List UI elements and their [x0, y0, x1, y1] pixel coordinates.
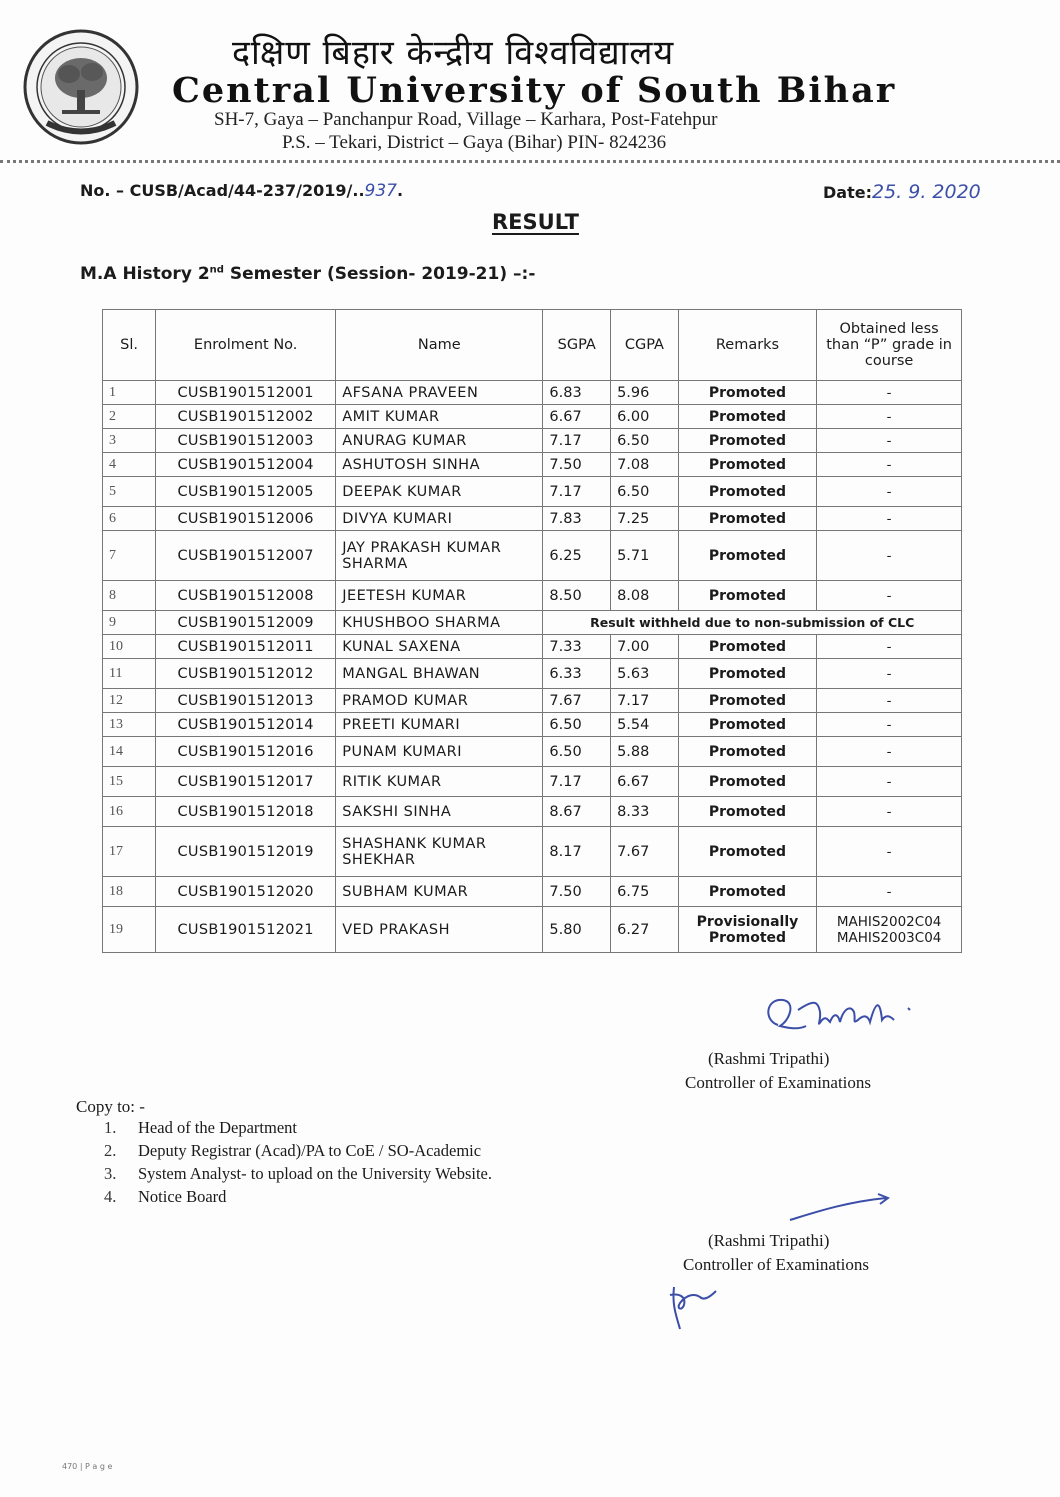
table-row [103, 737, 962, 767]
initials-handwritten [666, 1275, 736, 1335]
cell-remarks: Promoted [678, 797, 816, 827]
result-subtitle [80, 264, 535, 284]
reference-number [80, 181, 403, 201]
cell-cgpa: 6.50 [611, 429, 679, 453]
table-header-row [103, 310, 962, 381]
cell-sgpa: 6.67 [543, 405, 611, 429]
copy-to-text: Deputy Registrar (Acad)/PA to CoE / SO-Academic [138, 1141, 482, 1160]
cell-sl: 8 [103, 581, 156, 611]
cell-grade: - [817, 877, 962, 907]
cell-name: AMIT KUMAR [336, 405, 543, 429]
subtitle-prefix: M.A History 2 [80, 264, 210, 284]
cell-remarks: Promoted [678, 581, 816, 611]
cell-cgpa: 6.50 [611, 477, 679, 507]
cell-sl: 15 [103, 767, 156, 797]
cell-grade: - [817, 581, 962, 611]
reference-handwritten: 937 [364, 181, 397, 201]
cell-remarks: Promoted [678, 737, 816, 767]
cell-sl: 6 [103, 507, 156, 531]
university-seal-icon [22, 28, 140, 146]
cell-enrolment: CUSB1901512018 [156, 797, 336, 827]
cell-sl: 2 [103, 405, 156, 429]
cell-sl: 19 [103, 907, 156, 953]
cell-name: KHUSHBOO SHARMA [336, 611, 543, 635]
table-row [103, 381, 962, 405]
cell-remarks: Promoted [678, 405, 816, 429]
cell-grade: MAHIS2002C04 MAHIS2003C04 [817, 907, 962, 953]
cell-name: PRAMOD KUMAR [336, 689, 543, 713]
reference-label: No. – CUSB/Acad/44-237/2019/.. [80, 181, 365, 200]
cell-cgpa: 5.63 [611, 659, 679, 689]
cell-sl: 18 [103, 877, 156, 907]
copy-to-index: 1. [104, 1118, 117, 1137]
cell-cgpa: 7.17 [611, 689, 679, 713]
cell-grade: - [817, 405, 962, 429]
signatory-name-2: (Rashmi Tripathi) [708, 1231, 830, 1250]
cell-sgpa: 6.25 [543, 531, 611, 581]
header-sl: Sl. [103, 310, 156, 381]
cell-remarks: Promoted [678, 507, 816, 531]
table-row [103, 797, 962, 827]
cell-cgpa: 6.75 [611, 877, 679, 907]
cell-name: AFSANA PRAVEEN [336, 381, 543, 405]
table-row [103, 429, 962, 453]
cell-sgpa: 7.83 [543, 507, 611, 531]
cell-enrolment: CUSB1901512007 [156, 531, 336, 581]
cell-grade: - [817, 737, 962, 767]
results-table [102, 309, 962, 953]
copy-to-list [104, 1118, 492, 1210]
header-cgpa: CGPA [611, 310, 679, 381]
page-footer: 470 | P a g e [62, 1462, 113, 1471]
copy-to-text: System Analyst- to upload on the University Website. [138, 1164, 493, 1183]
table-body [103, 381, 962, 953]
cell-name: SUBHAM KUMAR [336, 877, 543, 907]
cell-sgpa: 5.80 [543, 907, 611, 953]
cell-sgpa: 7.17 [543, 429, 611, 453]
signatory-title-1: Controller of Examinations [685, 1073, 872, 1092]
table-row [103, 453, 962, 477]
cell-remarks: Promoted [678, 531, 816, 581]
copy-to-index: 4. [104, 1187, 117, 1206]
copy-to-item [104, 1118, 492, 1141]
cell-cgpa: 7.67 [611, 827, 679, 877]
header-grade: Obtained less than “P” grade in course [817, 310, 962, 381]
subtitle-suffix: Semester (Session- 2019-21) –:- [223, 264, 536, 284]
cell-remarks: Promoted [678, 659, 816, 689]
cell-grade: - [817, 689, 962, 713]
table-row [103, 635, 962, 659]
cell-grade: - [817, 381, 962, 405]
table-row [103, 477, 962, 507]
table-row [103, 827, 962, 877]
cell-sgpa: 6.33 [543, 659, 611, 689]
address-line-2: P.S. – Tekari, District – Gaya (Bihar) PIN- 824236 [282, 132, 667, 153]
cell-enrolment: CUSB1901512004 [156, 453, 336, 477]
table-row [103, 767, 962, 797]
cell-enrolment: CUSB1901512005 [156, 477, 336, 507]
table-row [103, 877, 962, 907]
cell-remarks: Promoted [678, 877, 816, 907]
cell-cgpa: 8.33 [611, 797, 679, 827]
signatory-title-2: Controller of Examinations [683, 1255, 870, 1274]
cell-cgpa: 5.88 [611, 737, 679, 767]
cell-withheld-note: Result withheld due to non-submission of CLC [543, 611, 962, 635]
cell-sl: 4 [103, 453, 156, 477]
header-name: Name [336, 310, 543, 381]
cell-enrolment: CUSB1901512006 [156, 507, 336, 531]
cell-sl: 14 [103, 737, 156, 767]
table-row [103, 405, 962, 429]
cell-sgpa: 7.17 [543, 767, 611, 797]
cell-name: MANGAL BHAWAN [336, 659, 543, 689]
cell-cgpa: 5.71 [611, 531, 679, 581]
cell-sgpa: 8.67 [543, 797, 611, 827]
cell-grade: - [817, 477, 962, 507]
signature-handwritten-2 [786, 1190, 896, 1224]
cell-name: PREETI KUMARI [336, 713, 543, 737]
cell-sgpa: 7.50 [543, 877, 611, 907]
address-line-1: SH-7, Gaya – Panchanpur Road, Village – Karhara, Post-Fatehpur [214, 109, 718, 130]
cell-enrolment: CUSB1901512008 [156, 581, 336, 611]
document-date [823, 181, 981, 203]
cell-sgpa: 7.17 [543, 477, 611, 507]
cell-sgpa: 7.50 [543, 453, 611, 477]
copy-to-item [104, 1187, 492, 1210]
table-row [103, 581, 962, 611]
subtitle-sup: nd [209, 264, 224, 276]
cell-sgpa: 8.17 [543, 827, 611, 877]
cell-name: ASHUTOSH SINHA [336, 453, 543, 477]
cell-cgpa: 6.67 [611, 767, 679, 797]
cell-enrolment: CUSB1901512016 [156, 737, 336, 767]
cell-remarks: Promoted [678, 827, 816, 877]
cell-grade: - [817, 531, 962, 581]
cell-remarks: Promoted [678, 713, 816, 737]
header-remarks: Remarks [678, 310, 816, 381]
cell-enrolment: CUSB1901512003 [156, 429, 336, 453]
cell-sgpa: 7.67 [543, 689, 611, 713]
cell-sl: 12 [103, 689, 156, 713]
cell-remarks: Promoted [678, 453, 816, 477]
cell-enrolment: CUSB1901512009 [156, 611, 336, 635]
cell-cgpa: 7.25 [611, 507, 679, 531]
cell-name: SHASHANK KUMAR SHEKHAR [336, 827, 543, 877]
cell-grade: - [817, 429, 962, 453]
cell-enrolment: CUSB1901512021 [156, 907, 336, 953]
cell-enrolment: CUSB1901512002 [156, 405, 336, 429]
reference-trail: . [397, 181, 404, 200]
cell-grade: - [817, 827, 962, 877]
cell-sgpa: 6.50 [543, 713, 611, 737]
cell-name: RITIK KUMAR [336, 767, 543, 797]
cell-name: PUNAM KUMARI [336, 737, 543, 767]
signature-handwritten-1 [758, 990, 938, 1040]
cell-sl: 17 [103, 827, 156, 877]
cell-remarks: Promoted [678, 381, 816, 405]
cell-cgpa: 6.27 [611, 907, 679, 953]
cell-remarks: Promoted [678, 635, 816, 659]
cell-name: DIVYA KUMARI [336, 507, 543, 531]
cell-remarks: Promoted [678, 477, 816, 507]
copy-to-item [104, 1164, 492, 1187]
cell-enrolment: CUSB1901512011 [156, 635, 336, 659]
cell-sl: 7 [103, 531, 156, 581]
header-divider [0, 160, 1060, 163]
page-title: RESULT [492, 210, 579, 234]
table-row [103, 659, 962, 689]
cell-sgpa: 8.50 [543, 581, 611, 611]
cell-grade: - [817, 767, 962, 797]
cell-enrolment: CUSB1901512013 [156, 689, 336, 713]
table-row [103, 713, 962, 737]
cell-sgpa: 7.33 [543, 635, 611, 659]
cell-name: DEEPAK KUMAR [336, 477, 543, 507]
cell-grade: - [817, 635, 962, 659]
cell-grade: - [817, 453, 962, 477]
cell-name: SAKSHI SINHA [336, 797, 543, 827]
header-sgpa: SGPA [543, 310, 611, 381]
cell-sl: 11 [103, 659, 156, 689]
cell-cgpa: 5.96 [611, 381, 679, 405]
cell-enrolment: CUSB1901512012 [156, 659, 336, 689]
cell-cgpa: 7.00 [611, 635, 679, 659]
cell-enrolment: CUSB1901512020 [156, 877, 336, 907]
cell-sl: 5 [103, 477, 156, 507]
cell-name: KUNAL SAXENA [336, 635, 543, 659]
cell-remarks: Provisionally Promoted [678, 907, 816, 953]
copy-to-text: Notice Board [138, 1187, 227, 1206]
university-name-hindi: दक्षिण बिहार केन्द्रीय विश्वविद्यालय [232, 33, 675, 73]
cell-grade: - [817, 797, 962, 827]
cell-remarks: Promoted [678, 429, 816, 453]
cell-name: VED PRAKASH [336, 907, 543, 953]
cell-cgpa: 5.54 [611, 713, 679, 737]
cell-sgpa: 6.50 [543, 737, 611, 767]
cell-grade: - [817, 713, 962, 737]
signatory-name-1: (Rashmi Tripathi) [708, 1049, 830, 1068]
university-name-english: Central University of South Bihar [172, 70, 897, 111]
table-row [103, 907, 962, 953]
header-enrolment: Enrolment No. [156, 310, 336, 381]
cell-cgpa: 6.00 [611, 405, 679, 429]
cell-sl: 10 [103, 635, 156, 659]
cell-remarks: Promoted [678, 767, 816, 797]
cell-sgpa: 6.83 [543, 381, 611, 405]
cell-sl: 13 [103, 713, 156, 737]
cell-sl: 3 [103, 429, 156, 453]
copy-to-index: 2. [104, 1141, 117, 1160]
cell-name: ANURAG KUMAR [336, 429, 543, 453]
copy-to-index: 3. [104, 1164, 117, 1183]
date-label: Date: [823, 183, 872, 202]
table-row [103, 531, 962, 581]
cell-enrolment: CUSB1901512014 [156, 713, 336, 737]
table-row [103, 689, 962, 713]
cell-sl: 1 [103, 381, 156, 405]
cell-enrolment: CUSB1901512001 [156, 381, 336, 405]
cell-grade: - [817, 659, 962, 689]
copy-to-item [104, 1141, 492, 1164]
cell-enrolment: CUSB1901512019 [156, 827, 336, 877]
cell-grade: - [817, 507, 962, 531]
table-row [103, 611, 962, 635]
cell-cgpa: 7.08 [611, 453, 679, 477]
cell-remarks: Promoted [678, 689, 816, 713]
cell-sl: 9 [103, 611, 156, 635]
date-handwritten: 25. 9. 2020 [871, 181, 981, 203]
cell-enrolment: CUSB1901512017 [156, 767, 336, 797]
cell-name: JEETESH KUMAR [336, 581, 543, 611]
cell-name: JAY PRAKASH KUMAR SHARMA [336, 531, 543, 581]
cell-sl: 16 [103, 797, 156, 827]
copy-to-label: Copy to: - [76, 1097, 145, 1116]
table-row [103, 507, 962, 531]
copy-to-text: Head of the Department [138, 1118, 297, 1137]
cell-cgpa: 8.08 [611, 581, 679, 611]
